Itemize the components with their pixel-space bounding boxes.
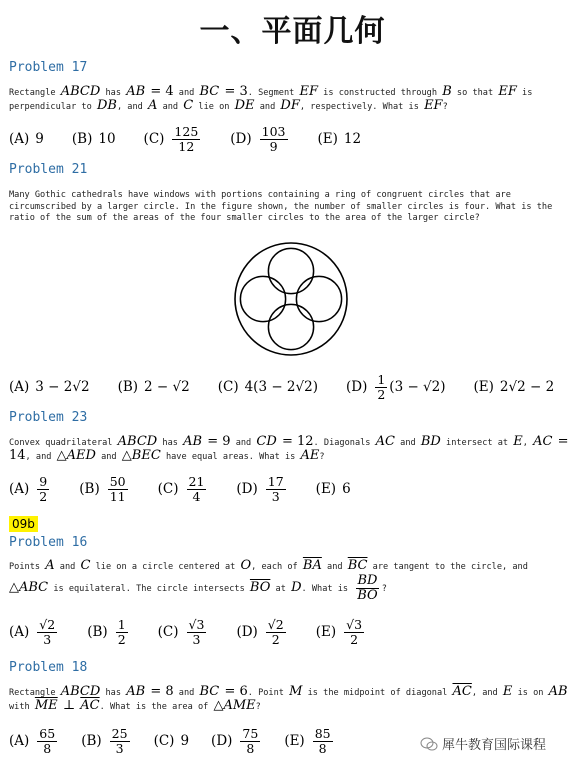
choice-label: (B) <box>81 733 102 749</box>
choice-label: (C) <box>217 379 239 395</box>
choice-label: (E) <box>315 481 337 497</box>
choice-d: (D) $\frac{1}{2}$ (3 − √2) <box>345 371 446 402</box>
choice-value: 10 <box>98 131 116 147</box>
problem-23-text: Convex quadrilateral ABCD has AB = 9 and CD = 12. Diagonals AC and BD intersect at E, AC = 14, and △AED and △BEC have equal areas. What is AE? <box>9 434 569 463</box>
small-circle-bottom <box>268 304 313 349</box>
fraction: $\frac{√2}{3}$ <box>39 616 56 647</box>
fraction: $\frac{103}{9}$ <box>261 123 286 154</box>
choice-label: (A) <box>9 733 30 749</box>
choice-d <box>211 727 262 756</box>
fraction: $\frac{25}{3}$ <box>111 725 128 756</box>
choice-e <box>318 131 362 147</box>
choice-label: (B) <box>71 131 93 147</box>
choice-value: 2√2 − 2 <box>499 379 555 395</box>
fraction: $\frac{√3}{3}$ <box>188 616 205 647</box>
choice-a <box>9 727 59 756</box>
choice-label: (E) <box>284 733 305 749</box>
choice-d <box>230 125 289 154</box>
choice-a <box>9 379 90 395</box>
choice-value: 9 <box>35 131 44 147</box>
choice-b <box>72 131 116 147</box>
problem-16-choices <box>9 615 574 649</box>
fraction: $\frac{125}{12}$ <box>174 123 199 154</box>
fraction: $\frac{√3}{2}$ <box>346 616 363 647</box>
watermark <box>420 734 546 753</box>
fraction: $\frac{85}{8}$ <box>314 725 331 756</box>
problem-21-heading: Problem 21 <box>9 162 88 177</box>
problem-18-heading: Problem 18 <box>9 660 88 675</box>
fraction: $\frac{21}{4}$ <box>188 473 205 504</box>
problem-21-choices <box>9 370 574 404</box>
problem-23-heading: Problem 23 <box>9 410 88 425</box>
choice-c <box>144 125 203 154</box>
section-tag: 09b <box>9 516 38 532</box>
choice-e <box>284 727 334 756</box>
fraction: $\frac{1}{2}$ <box>377 371 386 402</box>
choice-label: (D) <box>230 131 252 147</box>
small-circle-left <box>240 276 285 321</box>
choice-label: (D) <box>211 733 233 749</box>
problem-23-choices <box>9 472 574 506</box>
choice-label: (B) <box>79 481 100 497</box>
fraction: $\frac{17}{3}$ <box>267 473 284 504</box>
choice-label: (D) <box>236 481 258 497</box>
choice-label: (A) <box>9 624 30 640</box>
watermark-text: 犀牛教育国际课程 <box>442 738 547 753</box>
choice-label: (E) <box>473 379 494 395</box>
choice-c <box>154 733 189 749</box>
choice-label: (B) <box>117 379 139 395</box>
choice-value: 2 − √2 <box>144 379 190 395</box>
choice-c <box>218 379 318 395</box>
choice-label: (C) <box>143 131 165 147</box>
choice-label: (C) <box>157 481 179 497</box>
choice-b <box>81 727 131 756</box>
choice-c <box>158 475 209 504</box>
choice-a <box>9 475 51 504</box>
choice-label: (D) <box>345 379 368 395</box>
choice-b <box>118 379 190 395</box>
page-title: 一、平面几何 <box>199 14 386 49</box>
problem-16-text: Points A and C lie on a circle centered at O, each of $\overline{BA}$ and $\overline{BC}$ are tangent to the circle, and △ABC is equilateral. The circle intersects $\overline{BO}$ at D. What is $\frac{BD}{BO}$ ? <box>9 558 528 603</box>
choice-b <box>87 618 129 647</box>
fraction: $\frac{1}{2}$ <box>117 616 126 647</box>
problem-21-text: Many Gothic cathedrals have windows with portions containing a ring of congruent circles that are circumscribed by a larger circle. In the figure shown, the number of smaller circles is four. What is the ratio of the sum of the areas of the four smaller circles to the area of the larger circle? <box>9 190 553 223</box>
fraction: $\frac{9}{2}$ <box>39 473 48 504</box>
cathedral-circles-figure <box>232 240 350 358</box>
problem-17-heading: Problem 17 <box>9 60 88 75</box>
problem-16-heading: Problem 16 <box>9 535 88 550</box>
choice-value: 12 <box>343 131 362 147</box>
choice-e <box>316 618 366 647</box>
small-circle-right <box>296 276 341 321</box>
choice-label: (E) <box>317 131 338 147</box>
choice-label: (E) <box>315 624 337 640</box>
choice-b <box>79 475 129 504</box>
problem-18-choices <box>9 724 409 758</box>
choice-label: (C) <box>157 624 179 640</box>
problem-17-choices <box>9 122 574 156</box>
choice-label: (A) <box>9 379 30 395</box>
fraction: $\frac{65}{8}$ <box>39 725 56 756</box>
choice-e <box>316 481 351 497</box>
choice-label: (C) <box>153 733 175 749</box>
fraction: $\frac{√2}{2}$ <box>267 616 284 647</box>
problem-17-text: Rectangle ABCD has AB = 4 and BC = 3. Segment EF is constructed through B so that EF is perpendicular to DB, and A and C lie on DE and DF, respectively. What is EF? <box>9 84 533 113</box>
fraction: $\frac{50}{11}$ <box>109 473 126 504</box>
problem-18-text: Rectangle ABCD has AB = 8 and BC = 6. Point M is the midpoint of diagonal $\overline{AC}$, and E is on AB with $\overline{ME}$ ⊥ $\overline{AC}$. What is the area of △AME? <box>9 684 568 713</box>
choice-d <box>236 618 287 647</box>
choice-label: (A) <box>9 131 30 147</box>
fraction: $\frac{75}{8}$ <box>242 725 259 756</box>
large-circle <box>235 243 347 355</box>
choice-label: (A) <box>9 481 30 497</box>
choice-value: 4(3 − 2√2) <box>244 379 318 395</box>
choice-label: (B) <box>87 624 108 640</box>
choice-value: 9 <box>180 733 190 749</box>
choice-value: 3 − 2√2 <box>35 379 90 395</box>
wechat-icon <box>420 737 438 751</box>
small-circle-top <box>268 248 313 293</box>
choice-d <box>236 475 287 504</box>
choice-a <box>9 618 59 647</box>
choice-e <box>474 379 555 395</box>
choice-value: 6 <box>342 481 351 497</box>
choice-label: (D) <box>236 624 258 640</box>
choice-a <box>9 131 44 147</box>
choice-c <box>158 618 209 647</box>
